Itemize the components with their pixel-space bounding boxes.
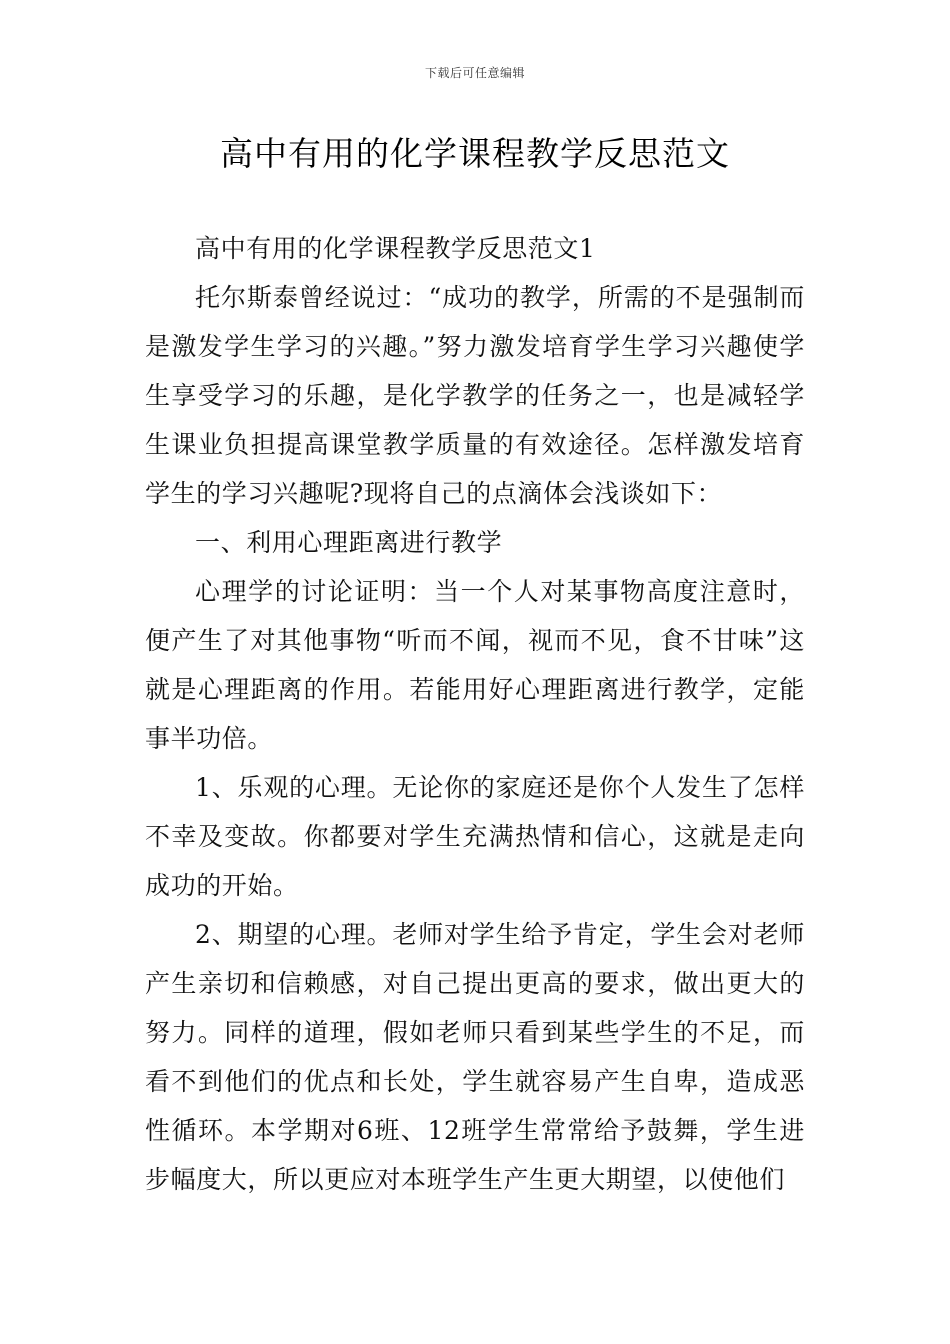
paragraph: 托尔斯泰曾经说过：“成功的教学，所需的不是强制而是激发学生学习的兴趣。”努力激发培育学生学习兴趣使学生享受学习的乐趣，是化学教学的任务之一，也是减轻学生课业负担提高课堂教学质量的有效途径。怎样激发培育学生的学习兴趣呢?现将自己的点滴体会浅谈如下： [145,283,805,508]
header-note: 下载后可任意编辑 [424,66,525,80]
document-body [145,224,805,1204]
document-title: 高中有用的化学课程教学反思范文 [220,134,730,173]
paragraph: 1、乐观的心理。无论你的家庭还是你个人发生了怎样不幸及变故。你都要对学生充满热情和信心，这就是走向成功的开始。 [145,773,805,900]
section-heading: 一、利用心理距离进行教学 [195,528,503,557]
paragraph: 2、期望的心理。老师对学生给予肯定，学生会对老师产生亲切和信赖感，对自己提出更高的要求，做出更大的努力。同样的道理，假如老师只看到某些学生的不足，而看不到他们的优点和长处，学生就容易产生自卑，造成恶性循环。本学期对6班、12班学生常常给予鼓舞，学生进步幅度大，所以更应对本班学生产生更大期望，以使他们 [145,920,805,1194]
paragraph: 心理学的讨论证明：当一个人对某事物高度注意时，便产生了对其他事物“听而不闻，视而不见，食不甘味”这就是心理距离的作用。若能用好心理距离进行教学，定能事半功倍。 [145,577,805,753]
section-heading: 高中有用的化学课程教学反思范文1 [195,234,596,263]
